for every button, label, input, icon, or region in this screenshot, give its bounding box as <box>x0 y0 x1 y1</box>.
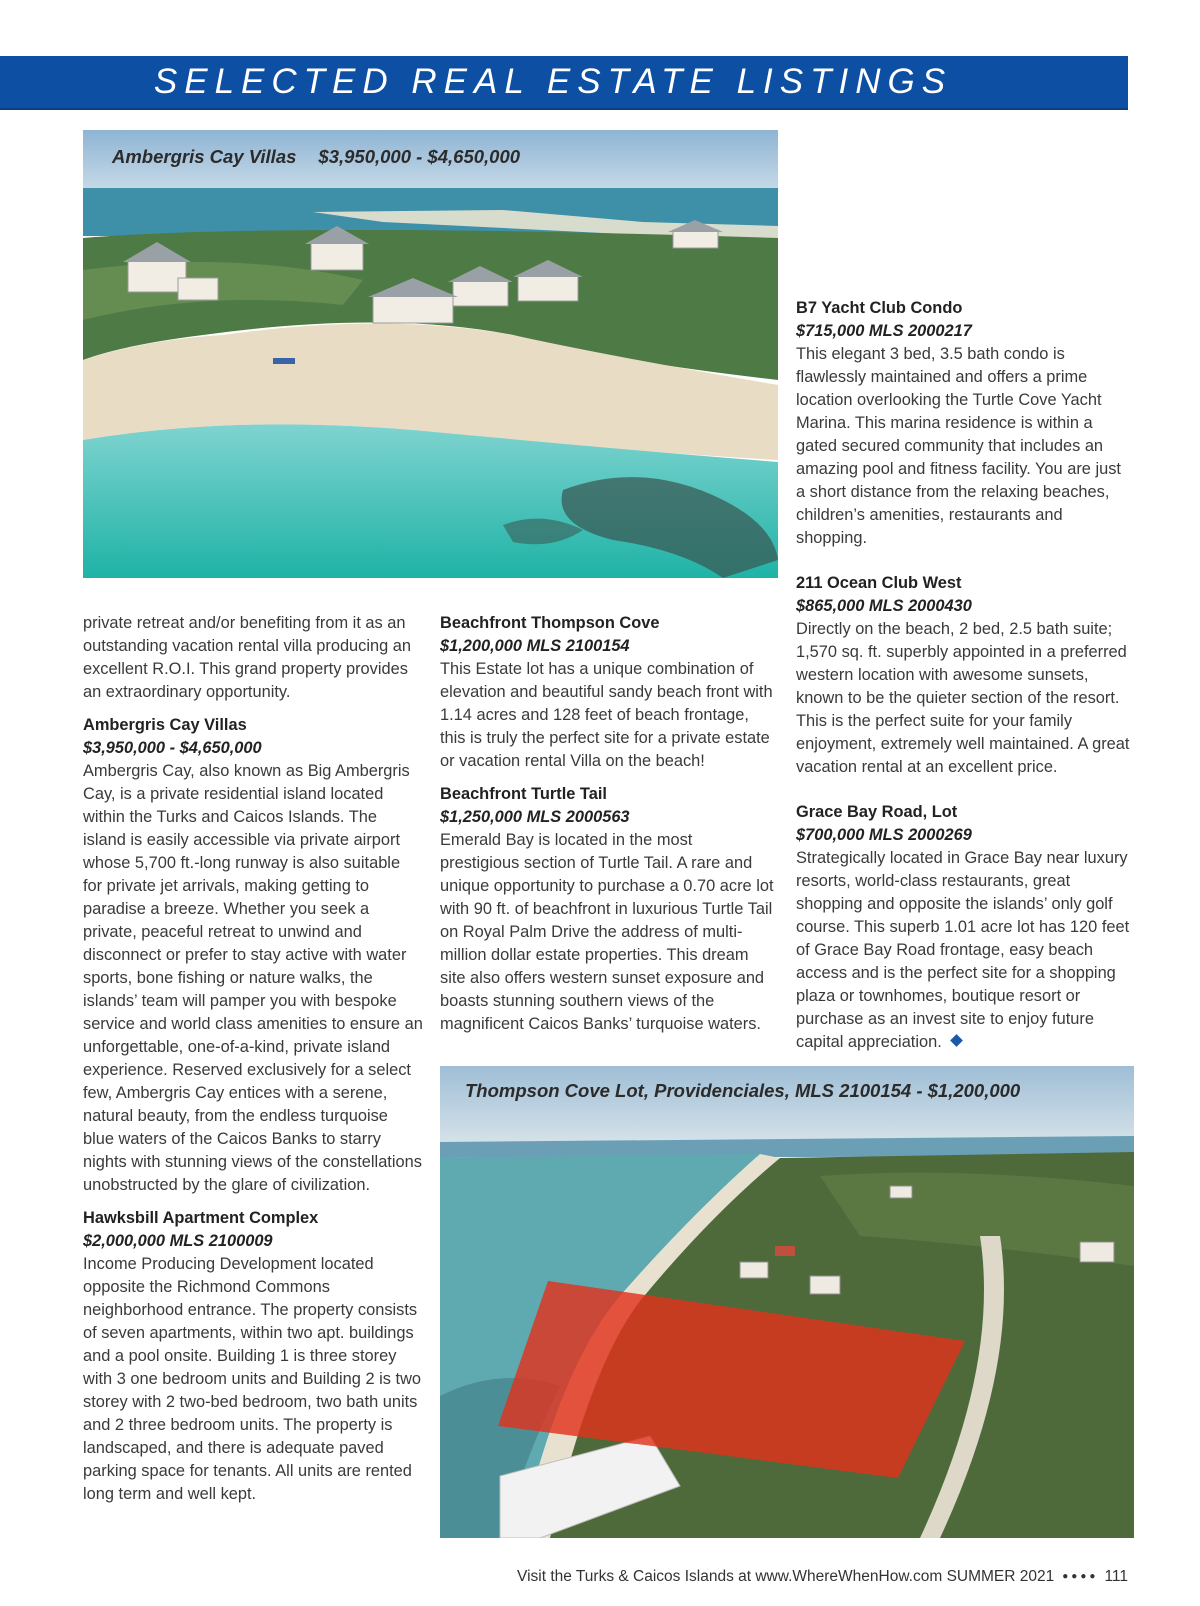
listing-description: Ambergris Cay, also known as Big Ambergris Cay, is a private residential island located within the Turks and Caicos Islands. The island is easily accessible via private airport whose 5,700 ft.-long runway is also suitable for private jet arrivals, making getting to paradise a breeze. Whether you seek a private, peaceful retreat to unwind and disconnect or prefer to stay active with water sports, bone fishing or nature walks, the islands’ team will pamper you with bespoke service and world class amenities to ensure an unforgettable, one-of-a-kind, private island experience. Reserved exclusively for a select few, Ambergris Cay entices with a serene, natural beauty, from the endless turquoise blue waters of the Caicos Banks to starry nights with stunning views of the constellations unobstructed by the glare of civilization. <box>83 762 423 1194</box>
column-1 <box>83 612 423 1506</box>
listing-price: $2,000,000 MLS 2100009 <box>83 1232 273 1250</box>
footer-dots: ●●●● <box>1062 1571 1099 1582</box>
photo-ambergris-price: $3,950,000 - $4,650,000 <box>318 146 521 167</box>
photo-ambergris-name: Ambergris Cay Villas <box>112 146 297 167</box>
footer-text: Visit the Turks & Caicos Islands at www.WhereWhenHow.com SUMMER 2021 <box>517 1568 1055 1585</box>
column-2 <box>440 612 776 1036</box>
listing-description-text: Strategically located in Grace Bay near luxury resorts, world-class restaurants, great shopping and opposite the islands’ only golf course. This superb 1.01 acre lot has 120 feet of Grace Bay Road frontage, easy beach access and is the perfect site for a shopping plaza or townhomes, boutique resort or purchase as an invest site to enjoy future capital appreciation. <box>796 849 1130 1051</box>
listing-description: Income Producing Development located opposite the Richmond Commons neighborhood entrance. The property consists of seven apartments, within two apt. buildings and a pool onsite. Building 1 is three storey with 3 one bedroom units and Building 2 is two storey with 2 two-bed bedroom, two bath units and 2 three bedroom units. The property is landscaped, and there is adequate paved parking space for tenants. All units are rented long term and well kept. <box>83 1255 422 1503</box>
listing-description: Emerald Bay is located in the most prestigious section of Turtle Tail. A rare and unique opportunity to purchase a 0.70 acre lot with 90 ft. of beachfront in luxurious Turtle Tail on Royal Palm Drive the address of multi-million dollar estate properties. This dream site also offers western sunset exposure and boasts stunning southern views of the magnificent Caicos Banks’ turquoise waters. <box>440 831 774 1033</box>
page-footer <box>517 1568 1128 1586</box>
page-number: 111 <box>1104 1568 1128 1585</box>
listing-price: $1,250,000 MLS 2000563 <box>440 808 630 826</box>
listing-title: Beachfront Thompson Cove <box>440 614 660 632</box>
listing-price: $1,200,000 MLS 2100154 <box>440 637 630 655</box>
photo-ambergris-label <box>112 146 520 168</box>
photo-thompson-cove <box>440 1066 1134 1538</box>
listing-price: $3,950,000 - $4,650,000 <box>83 739 262 757</box>
listing-title: Grace Bay Road, Lot <box>796 803 958 821</box>
column-3 <box>796 297 1134 1054</box>
listing-description <box>796 847 1134 1054</box>
listing-price: $865,000 MLS 2000430 <box>796 597 972 615</box>
listing-title: Beachfront Turtle Tail <box>440 785 607 803</box>
listing-price: $715,000 MLS 2000217 <box>796 322 972 340</box>
listing-title: Hawksbill Apartment Complex <box>83 1209 319 1227</box>
listing-title: B7 Yacht Club Condo <box>796 299 963 317</box>
listing-description: This Estate lot has a unique combination of elevation and beautiful sandy beach front with 1.14 acres and 128 feet of beach frontage, this is truly the perfect site for a private estate or vacation rental Villa on the beach! <box>440 660 773 770</box>
photo-ambergris-cay <box>83 130 778 578</box>
intro-paragraph: private retreat and/or benefiting from it as an outstanding vacation rental villa producing an excellent R.O.I. This grand property provides an extraordinary opportunity. <box>83 614 412 701</box>
section-banner <box>0 56 1128 110</box>
listing-price: $700,000 MLS 2000269 <box>796 826 972 844</box>
listing-description: Directly on the beach, 2 bed, 2.5 bath suite; 1,570 sq. ft. superbly appointed in a preferred western location with awesome sunsets, known to be the quieter section of the resort. This is the perfect suite for your family enjoyment, extremely well maintained. A great vacation rental at an excellent price. <box>796 620 1130 776</box>
listing-description: This elegant 3 bed, 3.5 bath condo is flawlessly maintained and offers a prime location overlooking the Turtle Cove Yacht Marina. This marina residence is within a gated secured community that includes an amazing pool and fitness facility. You are just a short distance from the relaxing beaches, children’s amenities, restaurants and shopping. <box>796 345 1121 547</box>
listing-title: Ambergris Cay Villas <box>83 716 247 734</box>
end-diamond-icon <box>950 1034 963 1047</box>
photo-thompson-caption: Thompson Cove Lot, Providenciales, MLS 2100154 - $1,200,000 <box>465 1080 1021 1101</box>
listing-title: 211 Ocean Club West <box>796 574 962 592</box>
banner-title: SELECTED REAL ESTATE LISTINGS <box>153 62 953 101</box>
